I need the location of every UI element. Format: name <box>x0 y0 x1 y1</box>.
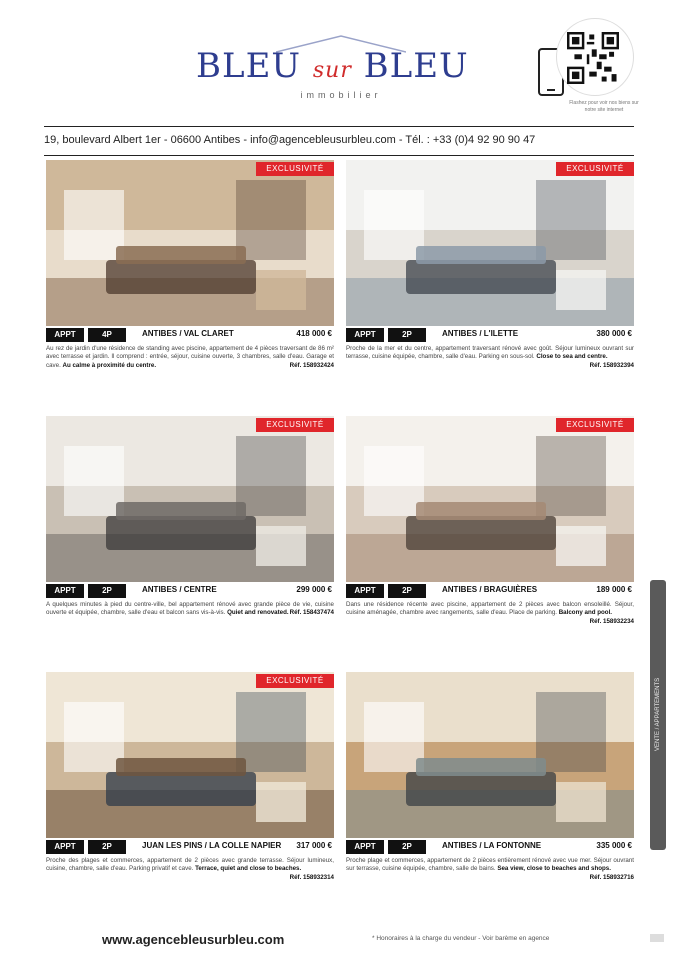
listing-card[interactable] <box>346 416 634 670</box>
listing-description <box>46 857 334 919</box>
listing-description <box>346 345 634 407</box>
listing-description <box>346 601 634 663</box>
listing-info-bar <box>346 328 634 342</box>
description-highlight: Quiet and renovated. <box>227 609 289 617</box>
listing-info-bar <box>46 328 334 342</box>
listing-location: ANTIBES / VAL CLARET <box>142 329 234 338</box>
listing-description <box>46 345 334 407</box>
listing-card[interactable] <box>46 672 334 926</box>
description-highlight: Sea view, close to beaches and shops. <box>497 865 611 873</box>
listing-location: ANTIBES / LA FONTONNE <box>442 841 542 850</box>
property-type-tag: APPT <box>346 584 384 598</box>
side-tab-label: VENTE / APPARTEMENTS <box>655 677 661 751</box>
brand-name-mid: sur <box>312 58 352 83</box>
listing-photo[interactable] <box>346 416 634 582</box>
listing-photo[interactable] <box>46 416 334 582</box>
description-highlight: Close to sea and centre. <box>536 353 608 361</box>
exclusive-badge: EXCLUSIVITÉ <box>556 162 634 176</box>
description-highlight: Terrace, quiet and close to beaches. <box>195 865 302 873</box>
listing-card[interactable] <box>46 160 334 414</box>
listing-location: JUAN LES PINS / LA COLLE NAPIER <box>142 841 282 850</box>
description-text: A quelques minutes à pied du centre-ville, bel appartement rénové avec grande pièce de vie, cuisine ouverte et équipée, chambre, salle d'eau et balcon sans vis-à-vis. <box>46 601 334 617</box>
exclusive-badge: EXCLUSIVITÉ <box>256 162 334 176</box>
description-text: Proche des plages et commerces, appartement de 2 pièces avec grande terrasse. Séjour lumineux, cuisine, chambre, salle d'eau. Parking privatif et cave. <box>46 857 334 873</box>
rooms-tag: 2P <box>88 840 126 854</box>
qr-code-icon[interactable] <box>567 32 619 84</box>
listing-price: 418 000 € <box>296 329 332 338</box>
listing-info-bar <box>346 584 634 598</box>
rooms-tag: 2P <box>388 584 426 598</box>
brand-subtitle: immobilier <box>300 90 382 100</box>
listing-location: ANTIBES / BRAGUIÈRES <box>442 585 538 594</box>
property-type-tag: APPT <box>46 584 84 598</box>
listing-photo[interactable] <box>346 160 634 326</box>
description-text: Proche plage et commerces, appartement de 2 pièces entièrement rénové avec vue mer. Séjour ouvrant sur terrasse, cuisine équipée, chambre, salle de bains. <box>346 857 634 873</box>
description-text: Proche de la mer et du centre, appartement traversant rénové avec goût. Séjour lumineux ouvrant sur terrasse, cuisine équipée, chambre, salle d'eau. Parking en sous-sol. <box>346 345 634 361</box>
exclusive-badge: EXCLUSIVITÉ <box>256 418 334 432</box>
description-text: Au rez de jardin d'une résidence de standing avec piscine, appartement de 4 pièces traversant de 86 m² avec terrasse et jardin. Il comprend : entrée, séjour, cuisine ouverte, 3 chambres, salle d'eau. Garage et cave. <box>46 345 334 369</box>
brand-logo[interactable] <box>196 34 496 104</box>
agency-address: 19, boulevard Albert 1er - 06600 Antibes - info@agencebleusurbleu.com - Tél. : +33 (0)4 92 90 90 47 <box>44 134 536 146</box>
description-highlight: Au calme à proximité du centre. <box>62 361 157 369</box>
description-text: Dans une résidence récente avec piscine, appartement de 2 pièces avec balcon ensoleillé. Séjour, cuisine aménagée, chambre avec rangements, salle d'eau. Place de parking. <box>346 601 634 617</box>
brand-name-left: BLEU <box>196 46 302 86</box>
listing-reference: Réf. 158437474 <box>289 609 334 617</box>
listing-reference: Réf. 158932314 <box>289 873 334 881</box>
property-type-tag: APPT <box>46 840 84 854</box>
rooms-tag: 2P <box>388 328 426 342</box>
listing-reference: Réf. 158932234 <box>589 617 634 625</box>
listing-photo[interactable] <box>46 672 334 838</box>
qr-caption: Flashez pour voir nos biens sur notre site internet <box>569 100 639 113</box>
description-highlight: Balcony and pool. <box>558 609 613 617</box>
listing-price: 189 000 € <box>596 585 632 594</box>
listing-description <box>46 601 334 663</box>
page-header <box>0 0 680 128</box>
exclusive-badge: EXCLUSIVITÉ <box>556 418 634 432</box>
listing-card[interactable] <box>346 160 634 414</box>
listing-photo[interactable] <box>46 160 334 326</box>
rooms-tag: 2P <box>88 584 126 598</box>
rooms-tag: 2P <box>388 840 426 854</box>
page-number-mark <box>650 934 664 942</box>
property-type-tag: APPT <box>46 328 84 342</box>
rooms-tag: 4P <box>88 328 126 342</box>
listing-photo[interactable] <box>346 672 634 838</box>
listing-description <box>346 857 634 919</box>
listing-reference: Réf. 158932394 <box>589 361 634 369</box>
brand-name <box>196 46 469 86</box>
property-type-tag: APPT <box>346 328 384 342</box>
listing-info-bar <box>346 840 634 854</box>
listing-info-bar <box>46 840 334 854</box>
listing-price: 380 000 € <box>596 329 632 338</box>
brand-name-right: BLEU <box>363 46 469 86</box>
footer-website-link[interactable]: www.agencebleusurbleu.com <box>102 932 285 947</box>
section-side-tab <box>650 580 666 850</box>
listing-price: 317 000 € <box>296 841 332 850</box>
listing-card[interactable] <box>46 416 334 670</box>
property-type-tag: APPT <box>346 840 384 854</box>
address-bar <box>44 126 634 156</box>
listing-reference: Réf. 158932716 <box>589 873 634 881</box>
listing-reference: Réf. 158932424 <box>289 361 334 369</box>
listing-price: 335 000 € <box>596 841 632 850</box>
listing-card[interactable] <box>346 672 634 926</box>
listing-price: 299 000 € <box>296 585 332 594</box>
listing-location: ANTIBES / L'ILETTE <box>442 329 519 338</box>
listing-location: ANTIBES / CENTRE <box>142 585 217 594</box>
footer-legal-note: * Honoraires à la charge du vendeur - Voir barème en agence <box>372 935 550 942</box>
exclusive-badge: EXCLUSIVITÉ <box>256 674 334 688</box>
listing-info-bar <box>46 584 334 598</box>
